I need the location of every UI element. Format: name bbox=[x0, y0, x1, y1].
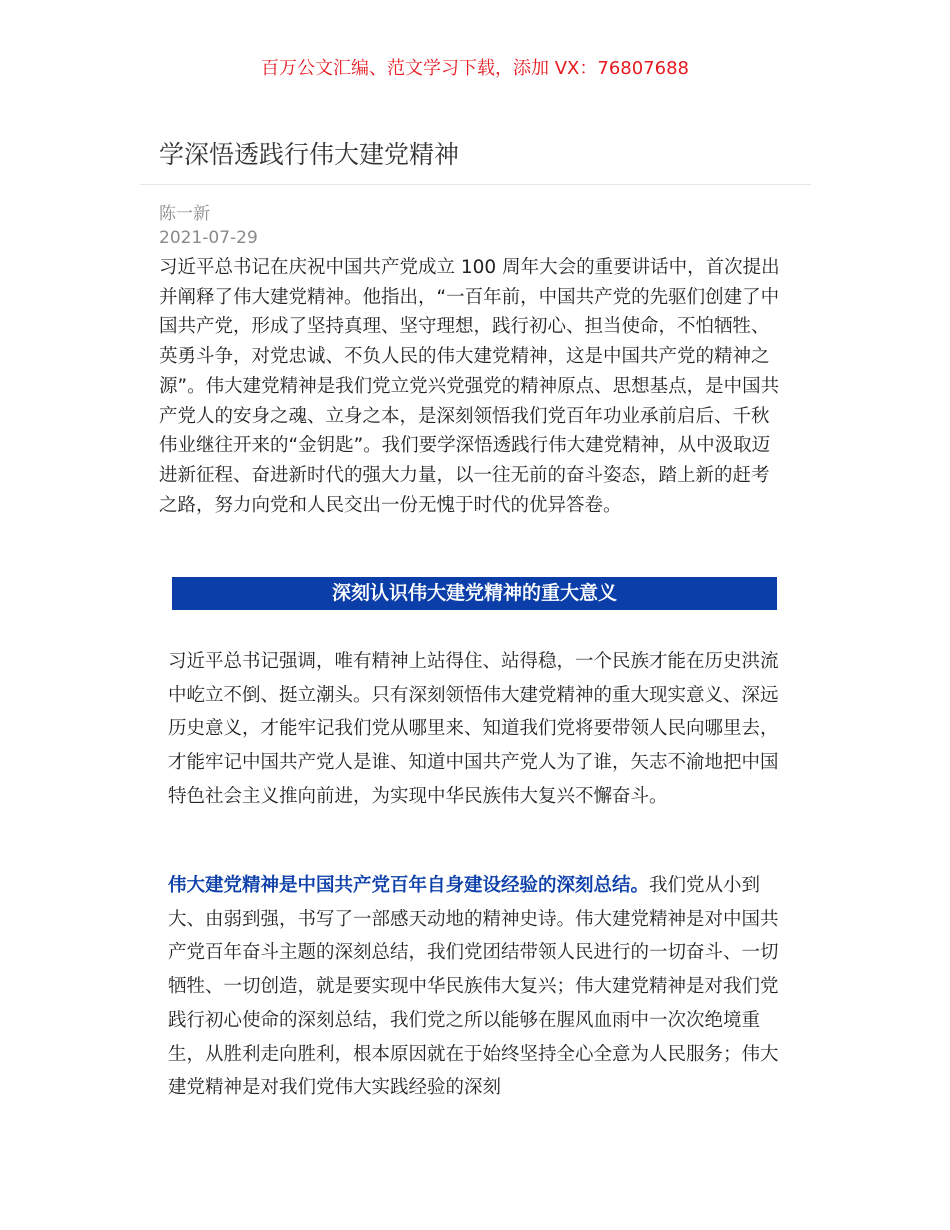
section-heading: 深刻认识伟大建党精神的重大意义 bbox=[172, 577, 777, 610]
body-paragraph-1: 习近平总书记强调，唯有精神上站得住、站得稳，一个民族才能在历史洪流中屹立不倒、挺立潮头。只有深刻领悟伟大建党精神的重大现实意义、深远历史意义，才能牢记我们党从哪里来、知道我们党将要带领人民向哪里去，才能牢记中国共产党人是谁、知道中国共产党人为了谁，矢志不渝地把中国特色社会主义推向前进，为实现中华民族伟大复兴不懈奋斗。 bbox=[168, 651, 779, 807]
paragraph-lead-sentence: 伟大建党精神是中国共产党百年自身建设经验的深刻总结。 bbox=[168, 875, 650, 896]
body-paragraph-2 bbox=[168, 869, 786, 1105]
article-author: 陈一新 bbox=[159, 204, 210, 224]
article-date: 2021-07-29 bbox=[159, 228, 258, 248]
article-title: 学深悟透践行伟大建党精神 bbox=[159, 140, 460, 169]
intro-paragraph: 习近平总书记在庆祝中国共产党成立 100 周年大会的重要讲话中，首次提出并阐释了伟大建党精神。他指出，“一百年前，中国共产党的先驱们创建了中国共产党，形成了坚持真理、坚守理想，践行初心、担当使命，不怕牺牲、英勇斗争，对党忠诚、不负人民的伟大建党精神，这是中国共产党的精神之源”。伟大建党精神是我们党立党兴党强党的精神原点、思想基点，是中国共产党人的安身之魂、立身之本，是深刻领悟我们党百年功业承前启后、千秋伟业继往开来的“金钥匙”。我们要学深悟透践行伟大建党精神，从中汲取迈进新征程、奋进新时代的强大力量，以一往无前的奋斗姿态，踏上新的赶考之路，努力向党和人民交出一份无愧于时代的优异答卷。 bbox=[159, 257, 780, 516]
paragraph-body-text: 我们党从小到大、由弱到强，书写了一部感天动地的精神史诗。伟大建党精神是对中国共产党百年奋斗主题的深刻总结，我们党团结带领人民进行的一切奋斗、一切牺牲、一切创造，就是要实现中华民族伟大复兴；伟大建党精神是对我们党践行初心使命的深刻总结，我们党之所以能够在腥风血雨中一次次绝境重生，从胜利走向胜利，根本原因就在于始终坚持全心全意为人民服务；伟大建党精神是对我们党伟大实践经验的深刻 bbox=[168, 875, 779, 1099]
promo-banner-text: 百万公文汇编、范文学习下载，添加 VX：76807688 bbox=[261, 58, 689, 79]
title-divider bbox=[140, 184, 811, 185]
